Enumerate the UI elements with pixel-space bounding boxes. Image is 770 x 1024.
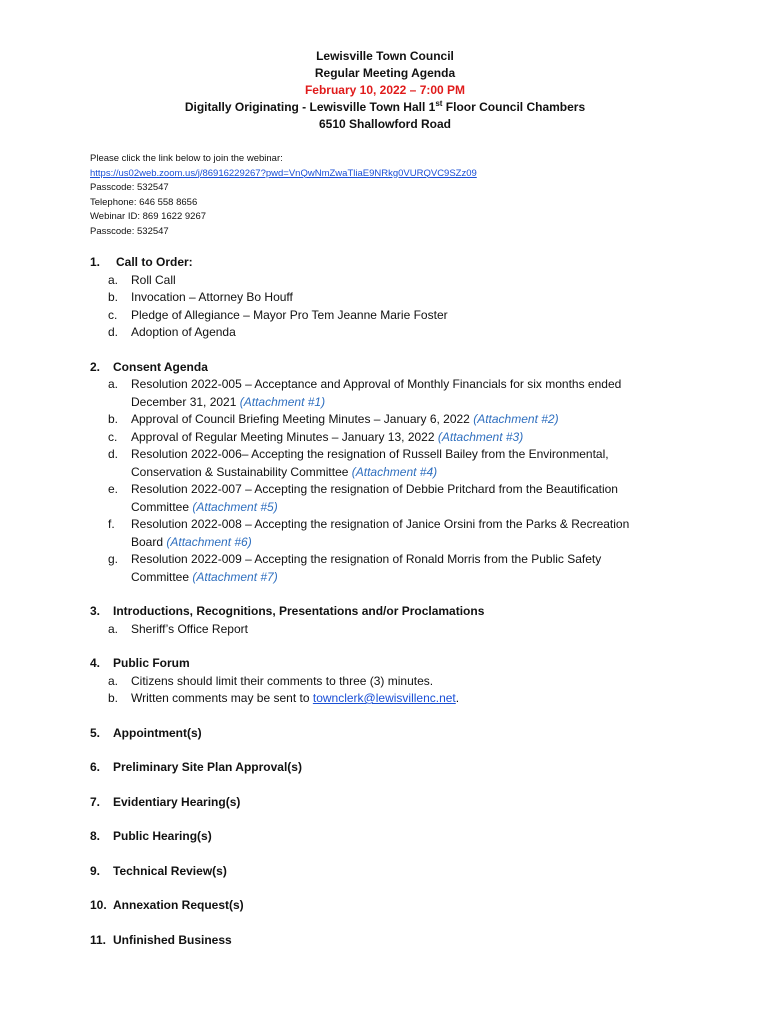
list-item: f. Resolution 2022-008 – Accepting the resignation of Janice Orsini from the Parks & Recreation Board (Attachment #6): [108, 517, 630, 549]
section-items: [90, 673, 690, 708]
agenda-section-11: [90, 932, 690, 950]
section-title: 9. Technical Review(s): [90, 863, 227, 878]
agenda-title: Regular Meeting Agenda: [314, 66, 456, 80]
attachment-link: (Attachment #4): [351, 464, 438, 479]
section-title: 3. Introductions, Recognitions, Presentations and/or Proclamations: [90, 604, 485, 618]
agenda-section-8: [90, 828, 690, 846]
list-item: a. Resolution 2022-005 – Acceptance and Approval of Monthly Financials for six months ended December 31, 2021 (Attachment #1): [108, 377, 622, 409]
attachment-link: (Attachment #3): [437, 429, 524, 444]
agenda-section-10: [90, 897, 690, 915]
webinar-link[interactable]: https://us02web.zoom.us/j/86916229267?pwd=VnQwNmZwaTliaE9NRkg0VURQVC9SZz09: [90, 167, 477, 179]
list-item: a. Roll Call: [108, 272, 176, 287]
council-name: Lewisville Town Council: [316, 49, 454, 63]
list-item: e. Resolution 2022-007 – Accepting the resignation of Debbie Pritchard from the Beautification Committee (Attachment #5): [108, 482, 618, 514]
list-item: d. Resolution 2022-006– Accepting the resignation of Russell Bailey from the Environmental, Conservation & Sustainability Committee (Attachment #4): [108, 447, 609, 479]
section-title: 5. Appointment(s): [90, 725, 202, 740]
webinar-id-text: Webinar ID: 869 1622 9267: [90, 211, 207, 222]
passcode-text: Passcode: 532547: [90, 182, 169, 193]
webinar-intro: Please click the link below to join the webinar:: [90, 153, 283, 164]
agenda-header: [0, 48, 770, 133]
section-title: 6. Preliminary Site Plan Approval(s): [90, 760, 302, 774]
list-item: d. Adoption of Agenda: [108, 325, 236, 339]
agenda-section-1: [90, 254, 690, 342]
agenda-section-5: [90, 725, 690, 743]
agenda-section-2: [90, 359, 690, 587]
section-items: [90, 272, 690, 342]
meeting-date: February 10, 2022 – 7:00 PM: [304, 83, 466, 97]
attachment-link: (Attachment #2): [473, 412, 559, 426]
list-item: c. Pledge of Allegiance – Mayor Pro Tem Jeanne Marie Foster: [108, 307, 448, 322]
list-item: a. Citizens should limit their comments to three (3) minutes.: [108, 673, 434, 688]
attachment-link: (Attachment #1): [239, 394, 326, 409]
section-title: 2. Consent Agenda: [90, 359, 208, 374]
meeting-address: 6510 Shallowford Road: [318, 117, 452, 131]
webinar-info: [90, 152, 477, 239]
section-title: 7. Evidentiary Hearing(s): [90, 794, 241, 809]
section-title: 8. Public Hearing(s): [90, 829, 212, 843]
section-items: [90, 376, 690, 586]
list-item: c. Approval of Regular Meeting Minutes – January 13, 2022 (Attachment #3): [108, 429, 524, 444]
agenda-section-3: [90, 603, 690, 638]
section-title: 11. Unfinished Business: [90, 932, 232, 947]
section-title: 10. Annexation Request(s): [90, 898, 244, 912]
telephone-text: Telephone: 646 558 8656: [90, 196, 198, 208]
passcode-text-2: Passcode: 532547: [90, 225, 169, 237]
attachment-link: (Attachment #6): [166, 534, 252, 549]
list-item: b. Approval of Council Briefing Meeting Minutes – January 6, 2022 (Attachment #2): [108, 412, 559, 426]
section-title: 1. Call to Order:: [90, 255, 193, 269]
meeting-location: Digitally Originating - Lewisville Town Hall 1st Floor Council Chambers: [184, 99, 586, 114]
agenda-list: [90, 254, 690, 966]
agenda-section-6: [90, 759, 690, 777]
agenda-section-7: [90, 794, 690, 812]
attachment-link: (Attachment #7): [192, 569, 278, 584]
section-items: [90, 621, 690, 639]
section-title: 4. Public Forum: [90, 656, 190, 670]
list-item: a. Sheriff’s Office Report: [108, 621, 248, 636]
list-item: g. Resolution 2022-009 – Accepting the resignation of Ronald Morris from the Public Safety Committee (Attachment #7): [108, 552, 602, 584]
email-link[interactable]: townclerk@lewisvillenc.net: [312, 691, 456, 705]
list-item: b. Written comments may be sent to townclerk@lewisvillenc.net.: [108, 691, 460, 705]
list-item: b. Invocation – Attorney Bo Houff: [108, 290, 293, 304]
agenda-section-9: [90, 863, 690, 881]
attachment-link: (Attachment #5): [192, 499, 278, 514]
agenda-section-4: [90, 655, 690, 708]
